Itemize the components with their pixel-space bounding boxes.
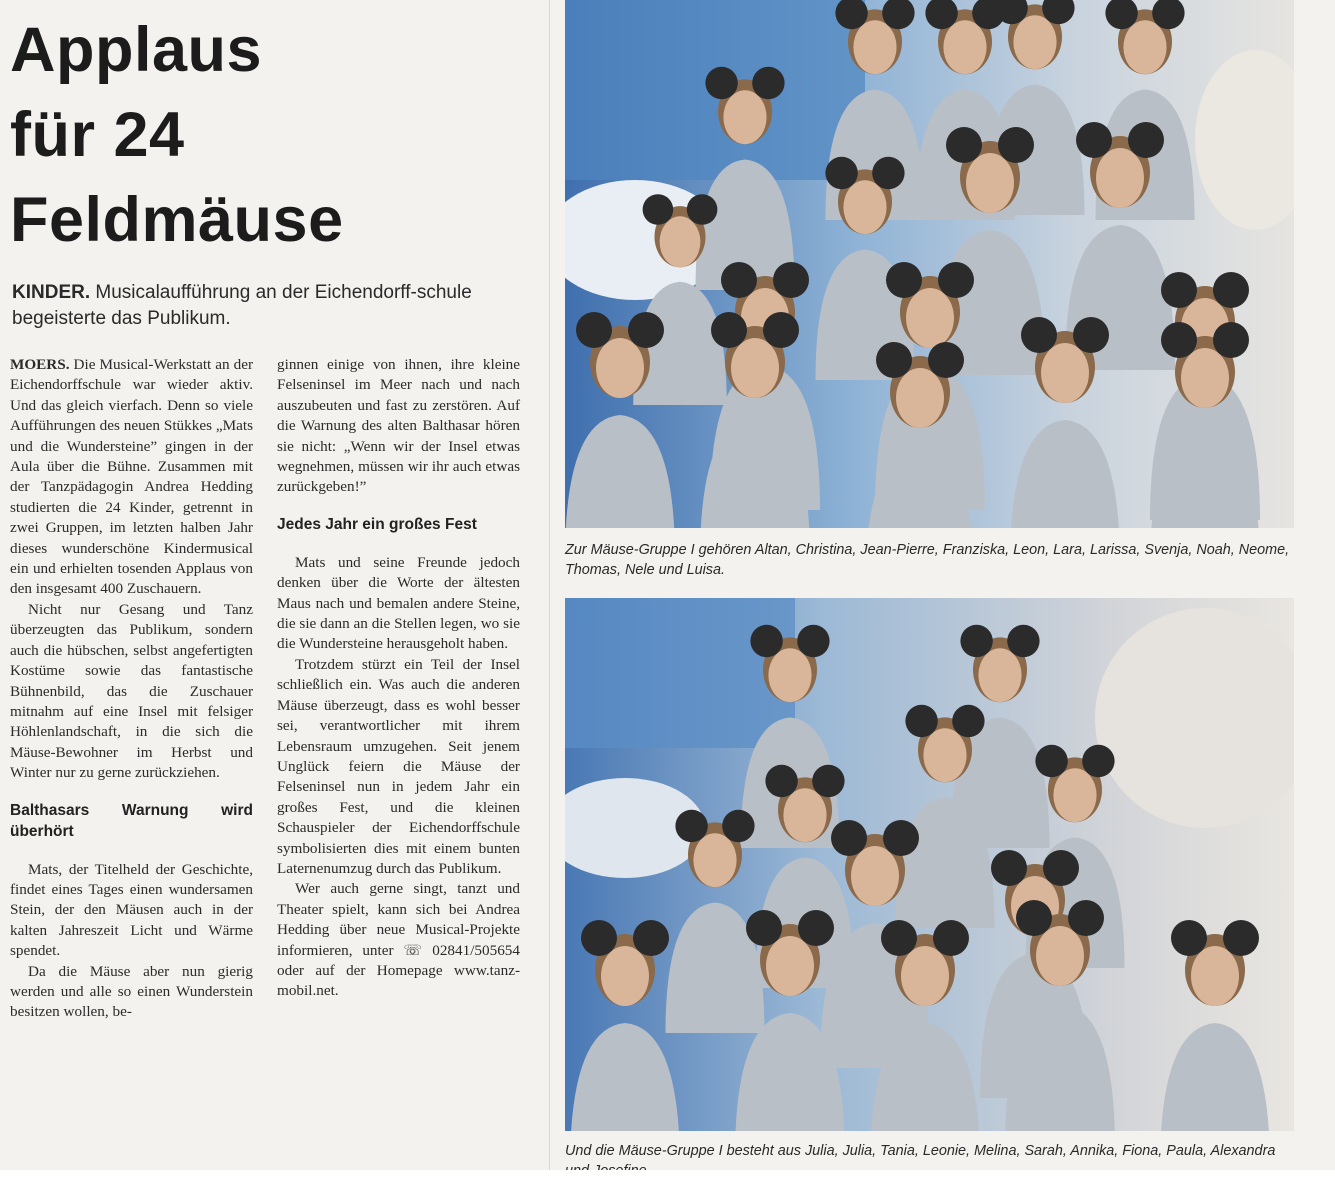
- kicker-label: KINDER.: [12, 282, 91, 303]
- subheading: Balthasars Warnung wird überhört: [10, 801, 253, 840]
- headline-line-3: Feldmäuse: [10, 185, 344, 255]
- paragraph: Nicht nur Gesang und Tanz überzeugten das Publikum, sondern auch die hübschen, selbst angefertigten Kostüme sowie das fantastische Bühnenbild, das die Zuschauer mitnahm auf eine Insel mit felsiger Höhlenlandschaft, in die sich die Mäuse-Bewohner im Herbst und Winter nur zu gerne zurückziehen.: [10, 600, 253, 782]
- column-divider: [549, 0, 550, 1170]
- dateline: MOERS.: [10, 356, 70, 373]
- photo-caption-1: Zur Mäuse-Gruppe I gehören Altan, Christina, Jean-Pierre, Franziska, Leon, Lara, Larissa, Svenja, Noah, Neome, Thomas, Nele und Luisa.: [565, 542, 1290, 578]
- photo-2-image: [565, 598, 1294, 1131]
- paragraph: MOERS. Die Musical-Werkstatt an der Eichendorffschule war wieder aktiv. Und das gleich vierfach. Denn so viele Aufführungen des neuen Stükkes „Mats und die Wundersteine” gingen in der Aula über die Bühne. Zusammen mit der Tanzpädagogin Andrea Hedding studierten die 24 Kinder, getrennt in zwei Gruppen, im letzten halben Jahr dieses wunderschöne Kindermusical ein und erhielten tosenden Applaus von den insgesamt 400 Zuschauern.: [10, 356, 254, 598]
- paragraph: Da die Mäuse aber nun gierig werden und alle so einen Wunderstein besitzen wollen, be-: [10, 962, 253, 1021]
- kicker-text: Musicalaufführung an der Eichendorff-schule begeisterte das Publikum.: [12, 282, 472, 329]
- photo-1-image: [565, 0, 1294, 528]
- kicker: [12, 280, 552, 332]
- headline-line-1: Applaus: [10, 15, 263, 85]
- group-photo-2: [565, 598, 1294, 1131]
- page-edge: [0, 1170, 1335, 1186]
- headline-line-2: für 24: [10, 100, 185, 170]
- subheading: Jedes Jahr ein großes Fest: [277, 515, 477, 533]
- paragraph: Wer auch gerne singt, tanzt und Theater spielt, kann sich bei Andrea Hedding über neue Musical-Projekte informieren, unter ☏ 02841/505654 oder auf der Homepage www.tanz-mobil.net.: [277, 880, 520, 1000]
- paragraph: Mats und seine Freunde jedoch denken über die Worte der ältesten Maus nach und bemalen andere Steine, die sie dann an die Stellen legen, wo sie die Wundersteine herausgeholt haben.: [277, 553, 520, 653]
- paragraph: ginnen einige von ihnen, ihre kleine Felseninsel im Meer nach und nach auszubeuten und fast zu zerstören. Auf die Warnung des alten Balthasar hören sie nicht: „Wenn wir der Insel etwas wegnehmen, müssen wir ihr auch etwas zurückgeben!”: [277, 356, 520, 496]
- paragraph: Trotzdem stürzt ein Teil der Insel schließlich ein. Was auch die anderen Mäuse überzeugt, dass es wohl besser sei, verantwortlicher mit ihrem Lebensraum umzugehen. Seit jenem Unglück feiern die Mäuse der Felseninsel nun in jedem Jahr ein großes Fest, und die kleinen Schauspieler der Eichendorffschule symbolisierten dies mit einem bunten Laternenumzug durch das Publikum.: [277, 655, 520, 877]
- group-photo-1: [565, 0, 1294, 528]
- headline: [10, 8, 550, 263]
- photo-caption-2: Und die Mäuse-Gruppe I besteht aus Julia, Julia, Tania, Leonie, Melina, Sarah, Annika, Fiona, Paula, Alexandra: [565, 1143, 1276, 1159]
- article-column-1: [10, 355, 253, 1023]
- article-column-2: [277, 355, 520, 1002]
- paragraph: Mats, der Titelheld der Geschichte, findet eines Tages einen wundersamen Stein, der den Mäusen auch in der kalten Jahreszeit Licht und Wärme spendet.: [10, 860, 253, 960]
